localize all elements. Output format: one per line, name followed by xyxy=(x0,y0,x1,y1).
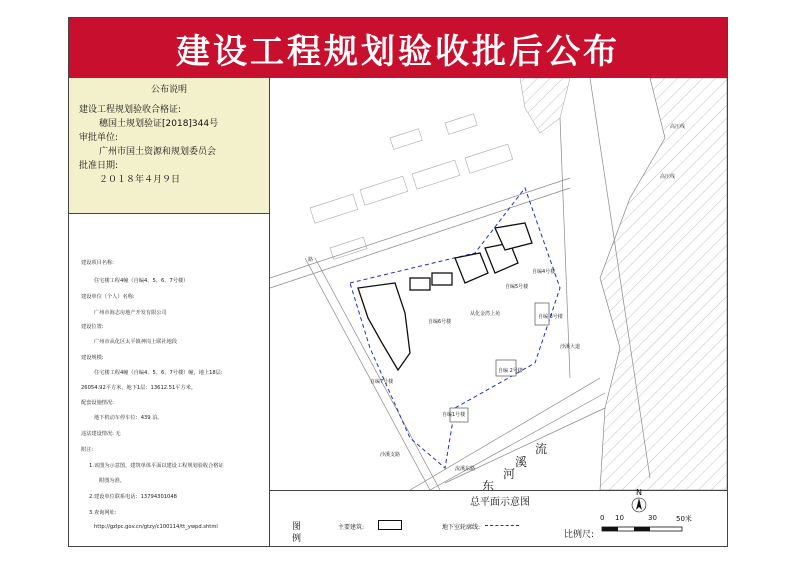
cert-value: 穗国土规划验证[2018]344号 xyxy=(99,119,219,129)
title-banner xyxy=(69,18,727,78)
note-1-line-2: 附图为准。 xyxy=(99,478,125,484)
basement-swatch xyxy=(485,525,519,526)
label-b1: 自编1号楼 xyxy=(442,412,466,418)
notice-sheet xyxy=(68,17,728,547)
site-plan-map xyxy=(270,78,727,491)
label-b7: 自编7号楼 xyxy=(370,379,394,385)
label-river-3: 河 xyxy=(503,467,516,481)
description-panel xyxy=(69,78,270,546)
legend-title-2: 例 xyxy=(292,534,302,544)
label-b6: 自编6号楼 xyxy=(428,319,452,325)
label-road-4: 沙溪大道 xyxy=(560,344,581,350)
page-title: 建设工程规划验收批后公布 xyxy=(176,31,620,72)
sanction-line xyxy=(81,430,121,437)
label-b3: 自编 3号楼 xyxy=(538,314,563,320)
date-label: 批准日期: xyxy=(79,161,119,171)
main-building-swatch xyxy=(378,520,402,530)
scale-line-1: 住宅楼工程4幢（自编4、5、6、7号楼）幢，地上18层: xyxy=(94,370,223,376)
scale-line-2: 26054.92平方米，地下1层：13612.51平方米。 xyxy=(81,385,197,391)
label-river-1: 流 xyxy=(535,442,548,456)
query-url: http://gzlpc.gov.cn/gtzy/c100114/tt_ywpd.shtml xyxy=(94,524,218,530)
project-value: 住宅楼工程4幢（自编4、5、6、7号楼） xyxy=(94,278,189,284)
scale-tick-0: 0 xyxy=(600,514,605,522)
approver-value: 广州市国土资源和规划委员会 xyxy=(99,147,217,157)
location-label: 建设位置: xyxy=(81,324,104,330)
label-other: 流溪东路 xyxy=(455,466,476,472)
north-label: N xyxy=(636,488,642,497)
parking-value: 地下机动车停车位：439 泊。 xyxy=(94,415,163,421)
approver-label: 审批单位: xyxy=(79,133,119,143)
hatched-terrain-north xyxy=(520,78,570,133)
scale-label: 建设规模: xyxy=(81,355,104,361)
label-square: 从化金湾上苑 xyxy=(470,311,501,317)
scale-tick-30: 30 xyxy=(648,514,657,522)
note-1-line-1: 1.该图为示意图，建筑单体平面以建设工程规划验收合格证 xyxy=(89,463,224,469)
unit-value: 广州市海志房地产开发有限公司 xyxy=(94,310,167,316)
north-arrow-icon xyxy=(631,496,647,514)
main-buildings xyxy=(358,223,532,370)
location-value: 广州市从化区太平镇神岗上联社地段 xyxy=(94,339,178,345)
label-river-2: 溪 xyxy=(515,455,528,469)
label-b5: 自编5号楼 xyxy=(505,284,529,290)
label-road-3: 路 xyxy=(308,257,314,263)
label-river-4: 东 xyxy=(482,479,495,490)
date-value: ２０１８年４月９日 xyxy=(99,175,181,185)
notes-label: 附注: xyxy=(81,447,94,453)
site-plan-drawing xyxy=(270,78,727,490)
parking-label: 配套设施情况: xyxy=(81,400,114,406)
sanction-value: 无 xyxy=(115,431,121,437)
scale-tick-50: 50米 xyxy=(676,515,692,523)
info-box xyxy=(69,78,269,214)
basement-label: 地下室轮廓线: xyxy=(442,524,481,531)
unit-label: 建设单位（个人）名称: xyxy=(81,294,135,300)
label-road-1: 高压线 xyxy=(670,124,686,130)
cert-label: 建设工程规划验收合格证: xyxy=(79,105,182,115)
support-buildings xyxy=(450,303,549,422)
river-labels xyxy=(482,441,547,490)
sanction-label: 违法建设情况: xyxy=(81,431,114,437)
road-lines xyxy=(270,78,650,490)
hatched-terrain-east xyxy=(600,78,727,490)
main-building-label: 主要建筑: xyxy=(338,524,365,531)
existing-buildings xyxy=(310,114,513,260)
legend-title-1: 图 xyxy=(292,522,302,532)
info-heading: 公布说明 xyxy=(150,85,187,95)
label-b2: 自编 2号楼 xyxy=(498,368,523,374)
project-label: 建设项目名称: xyxy=(81,260,114,266)
note-3: 3.查询网址: xyxy=(89,510,117,516)
scale-label: 比例尺: xyxy=(564,530,595,540)
legend-bar xyxy=(270,488,727,546)
label-west: 沙溪支路 xyxy=(380,452,401,458)
map-caption: 总平面示意图 xyxy=(470,497,530,508)
note-2: 2.建设单位联系电话：13794301048 xyxy=(89,494,177,500)
scale-tick-10: 10 xyxy=(615,514,624,522)
label-b4: 自编4号楼 xyxy=(532,269,556,275)
label-road-2: 高压线 xyxy=(660,174,676,180)
